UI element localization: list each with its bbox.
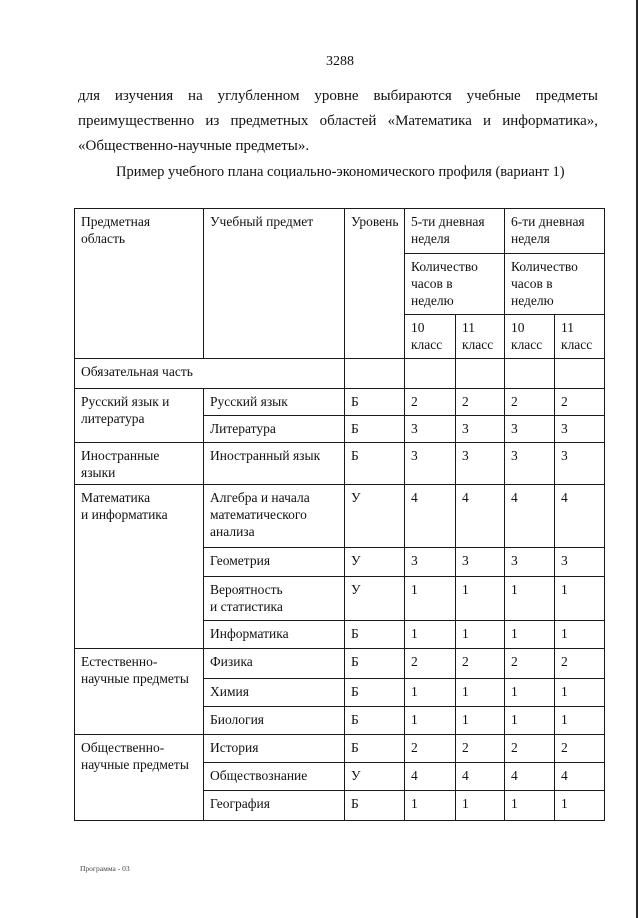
cell-level: Б <box>345 707 405 735</box>
paragraph-line: для изучения на углубленном уровне выбираются учебные предметы <box>78 88 598 104</box>
page-footer: Программа - 03 <box>80 864 130 873</box>
cell-hours: 1 <box>405 791 456 821</box>
header-hours-week5: Количество часов в неделю <box>405 254 505 315</box>
empty-cell <box>405 359 456 389</box>
cell-hours: 2 <box>555 389 605 416</box>
cell-hours: 1 <box>505 577 555 621</box>
cell-hours: 1 <box>505 621 555 649</box>
cell-hours: 4 <box>505 763 555 791</box>
cell-subject: Вероятность и статистика <box>204 577 345 621</box>
cell-hours: 1 <box>456 791 505 821</box>
cell-hours: 1 <box>456 679 505 707</box>
cell-subject: История <box>204 735 345 763</box>
cell-hours: 1 <box>555 621 605 649</box>
cell-hours: 1 <box>555 707 605 735</box>
header-grade-10-week5: 10 класс <box>405 315 456 359</box>
cell-hours: 1 <box>555 679 605 707</box>
cell-subject: Русский язык <box>204 389 345 416</box>
cell-hours: 2 <box>405 649 456 679</box>
cell-hours: 4 <box>456 763 505 791</box>
cell-hours: 1 <box>505 679 555 707</box>
cell-hours: 2 <box>505 389 555 416</box>
cell-hours: 3 <box>456 548 505 577</box>
cell-hours: 4 <box>505 485 555 548</box>
header-week6: 6-ти дневная неделя <box>505 209 605 254</box>
cell-hours: 1 <box>405 621 456 649</box>
cell-hours: 3 <box>405 443 456 485</box>
cell-subject: Информатика <box>204 621 345 649</box>
header-grade-10-week6: 10 класс <box>505 315 555 359</box>
cell-hours: 1 <box>456 621 505 649</box>
cell-hours: 1 <box>505 707 555 735</box>
cell-hours: 1 <box>505 791 555 821</box>
cell-hours: 4 <box>555 763 605 791</box>
empty-cell <box>345 359 405 389</box>
cell-hours: 1 <box>405 707 456 735</box>
cell-hours: 3 <box>555 416 605 443</box>
cell-hours: 1 <box>555 791 605 821</box>
header-grade-11-week5: 11 класс <box>456 315 505 359</box>
cell-level: Б <box>345 621 405 649</box>
cell-hours: 3 <box>456 443 505 485</box>
cell-subject: Физика <box>204 649 345 679</box>
table-row <box>75 735 605 763</box>
cell-hours: 3 <box>505 548 555 577</box>
cell-level: Б <box>345 735 405 763</box>
cell-hours: 2 <box>505 649 555 679</box>
cell-level: У <box>345 485 405 548</box>
section-row <box>75 359 605 389</box>
cell-hours: 1 <box>405 679 456 707</box>
cell-level: У <box>345 577 405 621</box>
cell-hours: 3 <box>505 443 555 485</box>
header-level: Уровень <box>345 209 405 359</box>
section-label: Обязательная часть <box>75 359 345 389</box>
cell-subject: Алгебра и начала математического анализа <box>204 485 345 548</box>
scan-edge-line <box>636 0 638 918</box>
empty-cell <box>505 359 555 389</box>
intro-paragraph <box>78 84 598 159</box>
cell-subject: Химия <box>204 679 345 707</box>
header-area: Предметная область <box>75 209 204 359</box>
cell-level: У <box>345 763 405 791</box>
cell-subject: Биология <box>204 707 345 735</box>
cell-hours: 2 <box>456 649 505 679</box>
cell-hours: 2 <box>555 649 605 679</box>
cell-hours: 2 <box>555 735 605 763</box>
cell-area: Русский язык и литература <box>75 389 204 443</box>
cell-hours: 3 <box>555 548 605 577</box>
cell-hours: 3 <box>456 416 505 443</box>
cell-area: Иностранные языки <box>75 443 204 485</box>
table-row <box>75 649 605 679</box>
table-row <box>75 389 605 416</box>
cell-level: Б <box>345 389 405 416</box>
cell-hours: 3 <box>555 443 605 485</box>
cell-level: Б <box>345 679 405 707</box>
header-week5: 5-ти дневная неделя <box>405 209 505 254</box>
cell-hours: 2 <box>456 389 505 416</box>
empty-cell <box>555 359 605 389</box>
cell-hours: 1 <box>456 707 505 735</box>
cell-hours: 4 <box>555 485 605 548</box>
cell-area: Математика и информатика <box>75 485 204 649</box>
empty-cell <box>456 359 505 389</box>
cell-level: Б <box>345 649 405 679</box>
cell-subject: Иностранный язык <box>204 443 345 485</box>
page-number: 3288 <box>326 54 354 69</box>
cell-hours: 3 <box>405 416 456 443</box>
cell-hours: 3 <box>405 548 456 577</box>
header-grade-11-week6: 11 класс <box>555 315 605 359</box>
cell-hours: 1 <box>456 577 505 621</box>
curriculum-table <box>74 208 605 821</box>
cell-area: Естественно-научные предметы <box>75 649 204 735</box>
cell-hours: 3 <box>505 416 555 443</box>
paragraph-line: преимущественно из предметных областей «Математика и информатика», <box>78 113 598 129</box>
cell-subject: Литература <box>204 416 345 443</box>
cell-level: У <box>345 548 405 577</box>
header-subject: Учебный предмет <box>204 209 345 359</box>
cell-level: Б <box>345 443 405 485</box>
header-hours-week6: Количество часов в неделю <box>505 254 605 315</box>
cell-subject: Геометрия <box>204 548 345 577</box>
cell-hours: 2 <box>405 735 456 763</box>
cell-hours: 1 <box>405 577 456 621</box>
table-row <box>75 443 605 485</box>
cell-hours: 2 <box>405 389 456 416</box>
cell-hours: 4 <box>405 763 456 791</box>
paragraph-line: «Общественно-научные предметы». <box>78 138 310 154</box>
cell-hours: 4 <box>456 485 505 548</box>
cell-hours: 1 <box>555 577 605 621</box>
cell-level: Б <box>345 791 405 821</box>
cell-level: Б <box>345 416 405 443</box>
cell-hours: 2 <box>456 735 505 763</box>
cell-subject: Обществознание <box>204 763 345 791</box>
table-row <box>75 485 605 548</box>
cell-hours: 2 <box>505 735 555 763</box>
cell-subject: География <box>204 791 345 821</box>
plan-title: Пример учебного плана социально-экономического профиля (вариант 1) <box>116 164 565 180</box>
cell-hours: 4 <box>405 485 456 548</box>
cell-area: Общественно-научные предметы <box>75 735 204 821</box>
header-row <box>75 209 605 254</box>
